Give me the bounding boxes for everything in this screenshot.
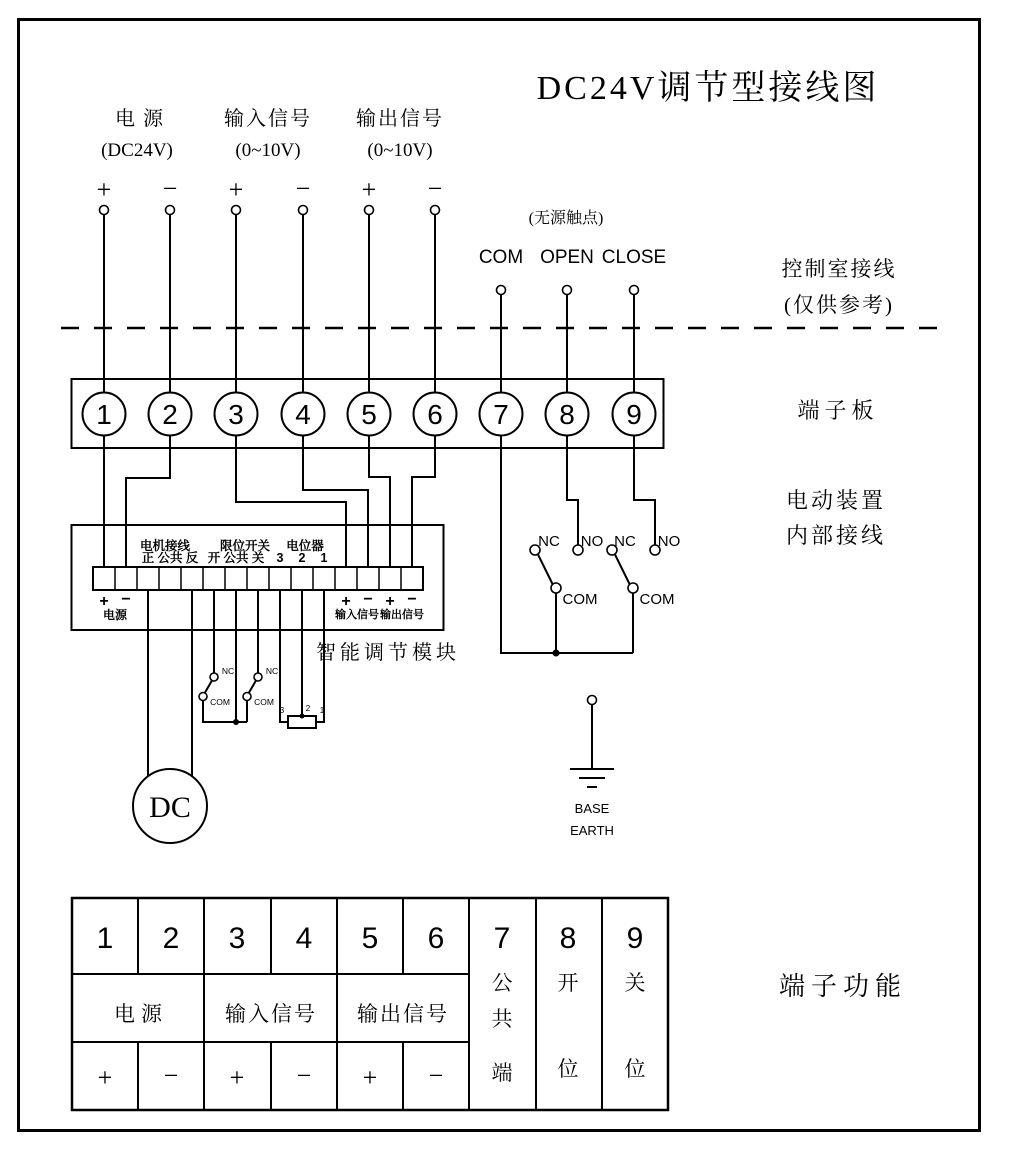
limit-switch-group-label: 限位开关 xyxy=(219,539,271,553)
table-terminal-number: 9 xyxy=(626,922,644,955)
terminal-number: 1 xyxy=(96,399,112,430)
table-close-cell-char: 位 xyxy=(624,1057,646,1081)
page-title: DC24V调节型接线图 xyxy=(536,70,880,107)
control-room-wires xyxy=(104,215,634,393)
table-close-cell-char: 关 xyxy=(624,971,646,995)
module-pin-label: 2 xyxy=(298,551,306,565)
plus-sign: + xyxy=(228,175,244,204)
com-label: COM xyxy=(562,591,598,608)
table-terminal-number: 4 xyxy=(295,922,313,955)
dry-contact-note: (无源触点) xyxy=(528,210,604,227)
module-pin-label: 1 xyxy=(320,551,328,565)
close-label: CLOSE xyxy=(601,247,667,268)
module-plus-sign: + xyxy=(385,593,395,610)
table-input-cell: 输入信号 xyxy=(225,1002,317,1026)
terminal-number: 3 xyxy=(228,399,244,430)
com-label: COM xyxy=(210,697,230,707)
motor-wiring-group-label: 电机接线 xyxy=(139,539,191,553)
top-terminal-labels xyxy=(101,107,444,161)
output-signal-sublabel: (0~10V) xyxy=(367,140,433,161)
wire-terminal xyxy=(630,286,639,295)
wire-terminal xyxy=(563,286,572,295)
open-label: OPEN xyxy=(540,247,594,268)
wire-terminal xyxy=(299,206,308,215)
limit-switch-close-com-contact xyxy=(243,693,251,701)
terminal-number: 6 xyxy=(427,399,443,430)
minus-sign: − xyxy=(427,174,443,203)
module-plus-sign: + xyxy=(341,593,351,610)
table-terminal-number: 3 xyxy=(228,922,246,955)
pot-pin-2-label: 2 xyxy=(305,704,311,713)
module-output-label: 输出信号 xyxy=(380,609,424,621)
table-common-cell-char: 端 xyxy=(491,1061,513,1085)
wire-terminal xyxy=(100,206,109,215)
module-pin-label: 3 xyxy=(276,551,284,565)
com-label: COM xyxy=(254,697,274,707)
module-terminal-strip xyxy=(93,567,423,590)
table-terminal-number: 6 xyxy=(427,922,445,955)
wire-terminal xyxy=(497,286,506,295)
reference-only-note: (仅供参考) xyxy=(784,293,894,317)
open-switch-com-contact xyxy=(551,583,561,593)
terminal-number: 8 xyxy=(559,399,575,430)
wire-terminal xyxy=(232,206,241,215)
table-sign: + xyxy=(97,1063,113,1092)
table-sign: − xyxy=(428,1061,444,1090)
nc-label: NC xyxy=(614,533,636,550)
table-sign: + xyxy=(229,1063,245,1092)
table-terminal-number: 8 xyxy=(559,922,577,955)
limit-switch-blades xyxy=(205,681,256,693)
junction-dot xyxy=(553,650,560,657)
module-pin-label: 关 xyxy=(251,551,265,565)
terminal-number: 4 xyxy=(295,399,311,430)
input-signal-sublabel: (0~10V) xyxy=(235,140,301,161)
table-terminal-number: 2 xyxy=(162,922,180,955)
junction-dot xyxy=(300,714,305,719)
module-input-label: 输入信号 xyxy=(335,609,379,621)
table-open-cell-char: 开 xyxy=(557,971,579,995)
table-sign: − xyxy=(296,1061,312,1090)
minus-sign: − xyxy=(162,174,178,203)
wire-terminal xyxy=(431,206,440,215)
nc-label: NC xyxy=(221,666,235,676)
close-switch-blade xyxy=(615,555,630,585)
com-label: COM xyxy=(639,591,675,608)
top-terminal-circles xyxy=(100,206,440,215)
table-sign: + xyxy=(362,1063,378,1092)
motor-label: DC xyxy=(149,791,191,824)
ground-label-base: BASE xyxy=(574,801,610,816)
power-sublabel: (DC24V) xyxy=(101,140,173,161)
dc-motor xyxy=(133,769,207,843)
table-sign: − xyxy=(163,1061,179,1090)
ground-label-earth: EARTH xyxy=(570,823,614,838)
nc-label: NC xyxy=(538,533,560,550)
module-internal-wires xyxy=(148,590,324,776)
table-output-cell: 输出信号 xyxy=(357,1002,449,1026)
open-switch-blade xyxy=(538,555,553,585)
terminal-number: 2 xyxy=(162,399,178,430)
terminal-function-label: 端子功能 xyxy=(778,972,908,1001)
limit-switch-open-nc-contact xyxy=(210,673,218,681)
terminal-number: 9 xyxy=(626,399,642,430)
input-signal-label: 输入信号 xyxy=(224,108,312,130)
ground-terminal xyxy=(588,696,597,705)
junction-dot xyxy=(233,719,239,725)
terminal-board-label: 端子板 xyxy=(797,398,879,423)
module-pin-label: 开 xyxy=(207,551,221,565)
limit-switch-open-com-contact xyxy=(199,693,207,701)
table-common-cell-char: 公 xyxy=(491,971,513,995)
plus-sign: + xyxy=(96,175,112,204)
module-plus-sign: + xyxy=(99,593,109,610)
output-signal-label: 输出信号 xyxy=(356,108,444,130)
module-strip-dividers xyxy=(115,567,401,590)
nc-label: NC xyxy=(265,666,279,676)
dry-contact-block xyxy=(479,209,666,295)
position-switches xyxy=(530,533,680,657)
table-terminal-number: 1 xyxy=(96,922,114,955)
terminal-number: 7 xyxy=(493,399,509,430)
com-label: COM xyxy=(478,247,524,268)
no-label: NO xyxy=(580,533,604,550)
top-polarity-signs xyxy=(97,174,443,204)
plus-sign: + xyxy=(361,175,377,204)
close-switch-com-contact xyxy=(628,583,638,593)
potentiometer-group-label: 电位器 xyxy=(286,539,324,553)
module-pin-label: 反 xyxy=(185,551,199,565)
ground-symbol xyxy=(570,705,614,788)
table-terminal-number: 5 xyxy=(361,922,379,955)
terminal-number: 5 xyxy=(361,399,377,430)
limit-switch-close-nc-contact xyxy=(254,673,262,681)
smart-module-label: 智能调节模块 xyxy=(316,642,460,664)
terminal-function-table xyxy=(72,898,668,1110)
module-minus-sign: − xyxy=(407,591,417,608)
table-common-cell-char: 共 xyxy=(491,1007,513,1031)
table-open-cell-char: 位 xyxy=(557,1057,579,1081)
module-pin-label: 公共 xyxy=(157,551,183,565)
control-room-note: 控制室接线 xyxy=(781,257,897,281)
terminal-board xyxy=(72,379,664,448)
table-power-cell: 电源 xyxy=(114,1002,168,1026)
module-minus-sign: − xyxy=(363,591,373,608)
wire-terminal xyxy=(166,206,175,215)
pot-pin-1-label: 1 xyxy=(319,706,325,715)
minus-sign: − xyxy=(295,174,311,203)
module-pin-label: 正 xyxy=(141,551,155,565)
module-pin-label: 公共 xyxy=(223,551,249,565)
power-label: 电源 xyxy=(115,108,171,130)
wire-terminal xyxy=(365,206,374,215)
module-power-label: 电源 xyxy=(102,608,128,622)
module-minus-sign: − xyxy=(121,591,131,608)
limit-switches xyxy=(199,666,278,725)
table-terminal-number: 7 xyxy=(493,922,511,955)
pot-pin-3-label: 3 xyxy=(279,706,285,715)
device-internal-note-line2: 内部接线 xyxy=(785,523,887,548)
earth-ground xyxy=(570,696,614,839)
no-label: NO xyxy=(657,533,681,550)
device-internal-note-line1: 电动装置 xyxy=(785,488,887,513)
